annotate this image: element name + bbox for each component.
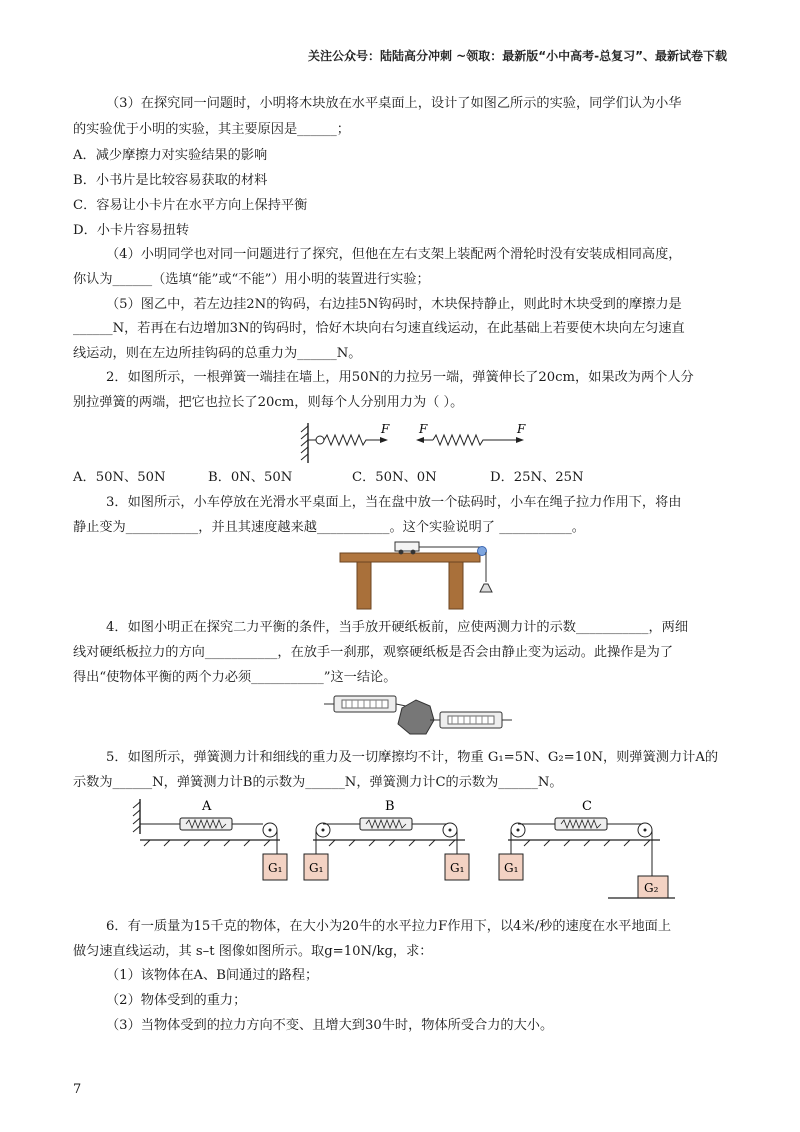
- page-header: 关注公众号：陆陆高分冲刺 ~领取：最新版“小中高考-总复习”、最新试卷下载: [308, 49, 727, 63]
- q4-line2: 线对硬纸板拉力的方向___________，在放手一刹那，观察硬纸板是否会由静止变为运动。此操作是为了: [73, 645, 674, 660]
- weight-label-g1: G₁: [450, 861, 465, 875]
- q5-line1: 5．如图所示，弹簧测力计和细线的重力及一切摩擦均不计，物重 G₁=5N、G₂=10N，则弹簧测力计A的: [106, 750, 719, 765]
- q2-option-a: A．50N、50N: [73, 470, 166, 485]
- q1-option-c: C．容易让小卡片在水平方向上保持平衡: [73, 198, 308, 213]
- q6-subquestion-2: （2）物体受到的重力；: [106, 993, 247, 1008]
- spring-scale-icon: [555, 818, 607, 830]
- force-label: F: [381, 422, 390, 436]
- q1-part4-line2: 你认为______（选填“能”或“不能”）用小明的装置进行实验；: [73, 272, 430, 287]
- cart-table-figure: [335, 536, 505, 612]
- spring-icon: [433, 435, 520, 445]
- q3-line1: 3．如图所示，小车停放在光滑水平桌面上，当在盘中放一个砝码时，小车在绳子拉力作用下，将由: [106, 495, 682, 510]
- q1-option-d: D．小卡片容易扭转: [73, 223, 190, 238]
- force-label: F: [419, 422, 428, 436]
- q6-line2: 做匀速直线运动，其 s–t 图像如图所示。取g=10N/kg，求：: [73, 944, 433, 959]
- pan-icon: [480, 584, 492, 592]
- scale-label-b: B: [385, 799, 395, 814]
- q1-option-a: A．减少摩擦力对实验结果的影响: [73, 148, 268, 163]
- spring-scale-icon: [360, 818, 412, 830]
- q3-line2: 静止变为___________，并且其速度越来越___________。这个实验说明了 ___________。: [73, 520, 585, 535]
- q2-line2: 别拉弹簧的两端，把它也拉长了20cm，则每个人分别用力为（ ）。: [73, 395, 464, 410]
- cardboard-balance-figure: [322, 690, 514, 738]
- spring-scale-icon: [430, 712, 512, 728]
- spring-scale-pulley-figure: [130, 796, 675, 902]
- q2-line1: 2．如图所示，一根弹簧一端挂在墙上，用50N的力拉另一端，弹簧伸长了20cm，如果改为两个人分: [106, 370, 694, 385]
- q1-part3-line1: （3）在探究同一问题时，小明将木块放在水平桌面上，设计了如图乙所示的实验，同学们认为小华: [106, 96, 682, 111]
- q1-part5-line1: （5）图乙中，若左边挂2N的钩码，右边挂5N钩码时，木块保持静止，则此时木块受到的摩擦力是: [106, 297, 682, 312]
- q1-part4-line1: （4）小明同学也对同一问题进行了探究，但他在左右支架上装配两个滑轮时没有安装成相同高度，: [106, 247, 682, 262]
- page-number: 7: [73, 1082, 82, 1097]
- weight-label-g1: G₁: [504, 861, 519, 875]
- scale-label-a: A: [202, 799, 212, 814]
- q2-option-d: D．25N、25N: [490, 470, 584, 485]
- q2-option-b: B．0N、50N: [208, 470, 293, 485]
- q6-subquestion-1: （1）该物体在A、B间通过的路程；: [106, 968, 319, 983]
- pulley-icon: [478, 547, 487, 556]
- spring-figure: [288, 418, 538, 466]
- q2-option-c: C．50N、0N: [352, 470, 437, 485]
- q1-part3-line2: 的实验优于小明的实验，其主要原因是______；: [73, 122, 350, 137]
- force-label: F: [517, 422, 526, 436]
- weight-label-g1: G₁: [309, 861, 324, 875]
- q1-part5-line2: ______N，若再在右边增加3N的钩码时，恰好木块向右匀速直线运动，在此基础上若要使木块向左匀速直: [73, 321, 685, 336]
- q1-option-b: B．小书片是比较容易获取的材料: [73, 173, 268, 188]
- weight-label-g1: G₁: [268, 861, 283, 875]
- q4-line3: 得出“使物体平衡的两个力必须___________”这一结论。: [73, 670, 397, 685]
- weight-label-g2: G₂: [644, 881, 659, 895]
- q6-line1: 6．有一质量为15千克的物体，在大小为20牛的水平拉力F作用下，以4米/秒的速度在水平地面上: [106, 919, 672, 934]
- q5-line2: 示数为______N，弹簧测力计B的示数为______N，弹簧测力计C的示数为______N。: [73, 775, 563, 790]
- scale-label-c: C: [582, 799, 592, 814]
- wall-icon: [301, 423, 308, 463]
- spring-scale-icon: [180, 818, 232, 830]
- spring-icon: [324, 435, 384, 445]
- q1-part5-line3: 线运动，则在左边所挂钩码的总重力为______N。: [73, 346, 362, 361]
- q4-line1: 4．如图小明正在探究二力平衡的条件，当手放开硬纸板前，应使两测力计的示数___________，两细: [106, 620, 689, 635]
- spring-scale-icon: [324, 696, 406, 712]
- q6-subquestion-3: （3）当物体受到的拉力方向不变、且增大到30牛时，物体所受合力的大小。: [106, 1018, 554, 1033]
